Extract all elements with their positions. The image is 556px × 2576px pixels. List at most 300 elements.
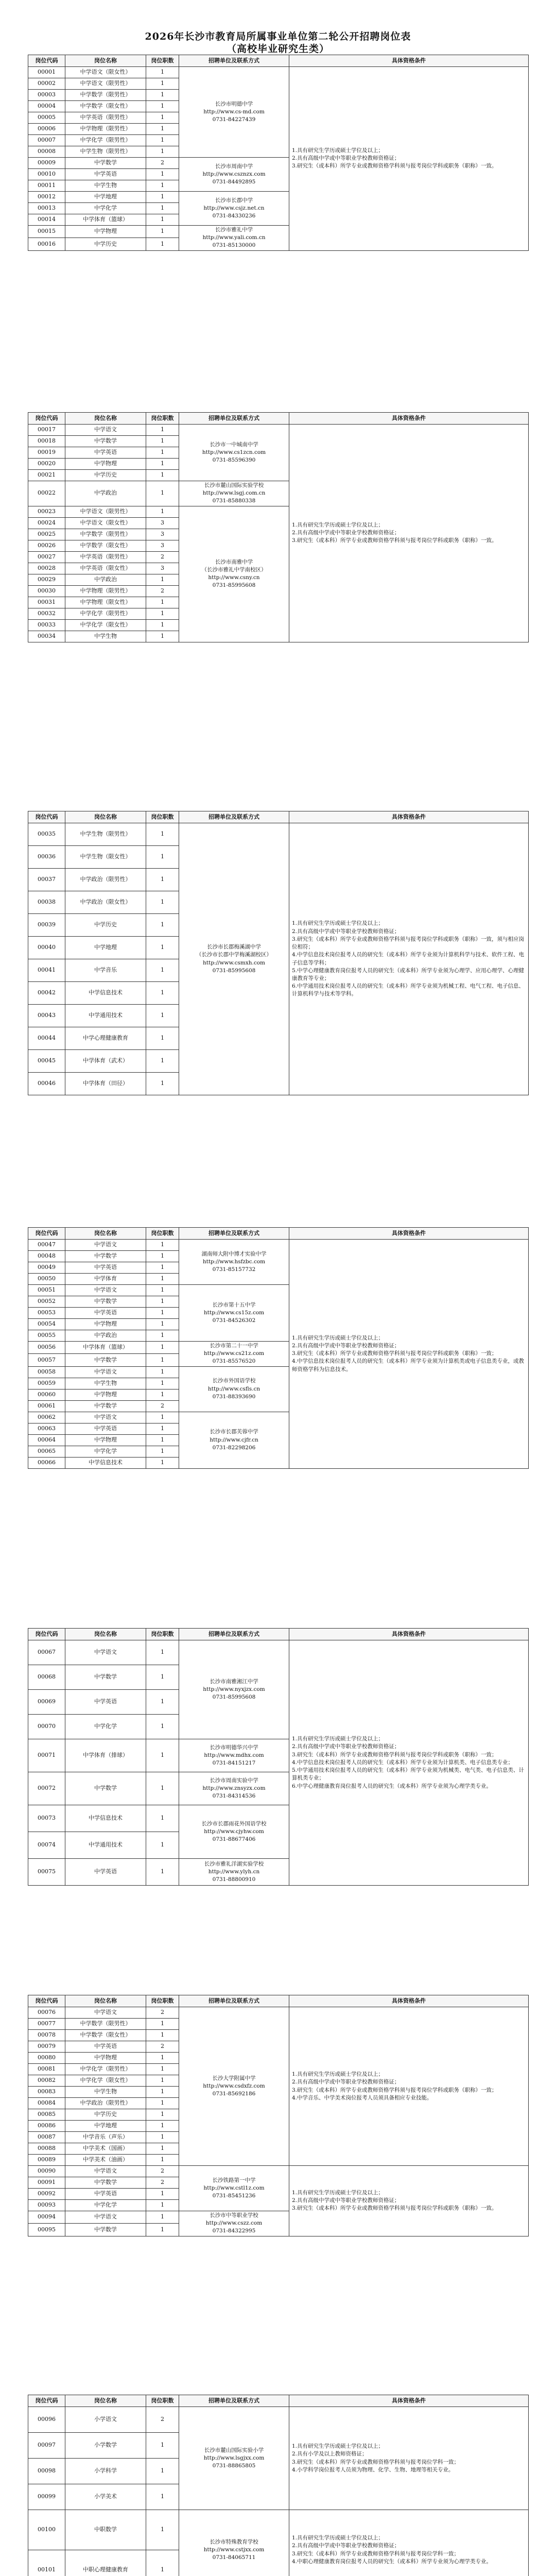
cell-name: 中学物理（限女性） bbox=[65, 597, 146, 608]
table-page-3 bbox=[28, 811, 528, 1095]
table-row bbox=[28, 1240, 529, 1251]
cell-code: 00014 bbox=[28, 214, 65, 226]
cell-code: 00031 bbox=[28, 597, 65, 608]
table-header-row bbox=[28, 1995, 529, 2007]
cell-requirements: 1.具有研究生学历或硕士学位及以上； 2.具有高级中学或中等职业学校教师资格证； 3.研究生（或本科）所学专业或教师资格学科须与报考岗位学科或职务（职称）一致； 4.中学信息技术岗位报考人员的研究生（或本科）所学专业须为计算机类、电子信息类专业； 5.中学通用技术岗位报考人员的研究生（或本科）所学专业须为机械类、电气类、电子信息类、计算机类专业； 6.中学心理健康教育岗位报考人员的研究生（或本科）所学专业须为心理学类专业。 bbox=[289, 1640, 529, 1886]
cell-name: 中职数学 bbox=[65, 2510, 146, 2550]
header-name: 岗位名称 bbox=[65, 1629, 146, 1640]
cell-count: 3 bbox=[146, 517, 179, 529]
cell-name: 中学语文 bbox=[65, 2166, 146, 2177]
cell-count: 2 bbox=[146, 2041, 179, 2053]
cell-count: 1 bbox=[146, 90, 179, 101]
cell-count: 1 bbox=[146, 1050, 179, 1073]
cell-name: 中学生物 bbox=[65, 180, 146, 192]
cell-code: 00095 bbox=[28, 2224, 65, 2236]
positions-table bbox=[28, 2395, 529, 2576]
header-unit: 招聘单位及联系方式 bbox=[179, 413, 289, 425]
table-header-row bbox=[28, 811, 529, 823]
cell-name: 中学数学（限男性） bbox=[65, 529, 146, 540]
cell-code: 00034 bbox=[28, 631, 65, 642]
table-page-2 bbox=[28, 412, 528, 642]
cell-code: 00051 bbox=[28, 1285, 65, 1296]
cell-name: 中学体育（武术） bbox=[65, 1050, 146, 1073]
cell-code: 00045 bbox=[28, 1050, 65, 1073]
cell-code: 00016 bbox=[28, 238, 65, 250]
cell-name: 中学心理健康教育 bbox=[65, 1027, 146, 1050]
cell-name: 中学语文 bbox=[65, 1366, 146, 1378]
cell-code: 00006 bbox=[28, 124, 65, 135]
cell-requirements: 1.具有研究生学历或硕士学位及以上； 2.具有高级中学或中等职业学校教师资格证； 3.研究生（或本科）所学专业或教师资格学科须与报考岗位学科或职务（职称）一致； 4.中学音乐、中学美术岗位报考人员须具备相应专业技能。 bbox=[289, 2007, 529, 2166]
cell-code: 00003 bbox=[28, 90, 65, 101]
cell-count: 1 bbox=[146, 1690, 179, 1715]
cell-name: 中学物理 bbox=[65, 1434, 146, 1446]
cell-unit: 湖南师大附中博才实验中学 http://www.hsfzbc.com 0731-85157732 bbox=[179, 1240, 289, 1285]
cell-name: 中学数学 bbox=[65, 2177, 146, 2189]
cell-name: 中学英语 bbox=[65, 447, 146, 459]
header-unit: 招聘单位及联系方式 bbox=[179, 2395, 289, 2407]
cell-code: 00052 bbox=[28, 1296, 65, 1308]
cell-name: 小学科学 bbox=[65, 2459, 146, 2484]
cell-count: 1 bbox=[146, 1319, 179, 1330]
cell-code: 00018 bbox=[28, 436, 65, 447]
cell-name: 中学音乐（声乐） bbox=[65, 2132, 146, 2143]
cell-name: 中学数学 bbox=[65, 2224, 146, 2236]
cell-name: 中学政治（限男性） bbox=[65, 869, 146, 891]
cell-count: 1 bbox=[146, 1805, 179, 1832]
cell-count: 1 bbox=[146, 2053, 179, 2064]
cell-count: 1 bbox=[146, 1262, 179, 1274]
cell-count: 1 bbox=[146, 2132, 179, 2143]
cell-code: 00035 bbox=[28, 823, 65, 846]
header-count: 岗位职数 bbox=[146, 55, 179, 67]
cell-count: 2 bbox=[146, 2007, 179, 2019]
cell-name: 中学化学（限女性） bbox=[65, 2075, 146, 2087]
table-header-row bbox=[28, 1228, 529, 1240]
cell-code: 00012 bbox=[28, 192, 65, 203]
header-name: 岗位名称 bbox=[65, 1995, 146, 2007]
cell-name: 中学生物 bbox=[65, 631, 146, 642]
cell-name: 中学化学（限男性） bbox=[65, 135, 146, 146]
cell-name: 中学语文 bbox=[65, 2211, 146, 2224]
cell-name: 中学体育（排球） bbox=[65, 1739, 146, 1772]
cell-count: 1 bbox=[146, 982, 179, 1005]
cell-name: 中学音乐 bbox=[65, 959, 146, 982]
cell-code: 00083 bbox=[28, 2087, 65, 2098]
cell-code: 00030 bbox=[28, 585, 65, 597]
cell-count: 1 bbox=[146, 1240, 179, 1251]
cell-count: 1 bbox=[146, 238, 179, 250]
cell-count: 2 bbox=[146, 2177, 179, 2189]
cell-code: 00007 bbox=[28, 135, 65, 146]
table-row bbox=[28, 2007, 529, 2019]
cell-count: 1 bbox=[146, 2211, 179, 2224]
cell-count: 1 bbox=[146, 891, 179, 914]
cell-name: 中学数学（限男性） bbox=[65, 90, 146, 101]
cell-name: 中学数学（限男性） bbox=[65, 2019, 146, 2030]
cell-count: 3 bbox=[146, 563, 179, 574]
cell-code: 00080 bbox=[28, 2053, 65, 2064]
cell-count: 1 bbox=[146, 2189, 179, 2200]
cell-count: 1 bbox=[146, 1640, 179, 1665]
header-name: 岗位名称 bbox=[65, 55, 146, 67]
cell-unit: 长沙市长郡雨花外国语学校 http://www.cjyhw.com 0731-88677406 bbox=[179, 1805, 289, 1859]
cell-count: 1 bbox=[146, 1457, 179, 1468]
cell-unit: 长沙大学附属中学 http://www.csdxfz.com 0731-85692186 bbox=[179, 2007, 289, 2166]
cell-code: 00002 bbox=[28, 78, 65, 90]
cell-count: 1 bbox=[146, 214, 179, 226]
header-requirements: 具体资格条件 bbox=[289, 55, 529, 67]
cell-code: 00057 bbox=[28, 1354, 65, 1366]
cell-name: 中学化学（限女性） bbox=[65, 619, 146, 631]
cell-code: 00101 bbox=[28, 2550, 65, 2576]
cell-name: 中学化学（限男性） bbox=[65, 608, 146, 619]
header-count: 岗位职数 bbox=[146, 1995, 179, 2007]
cell-name: 中学英语 bbox=[65, 1423, 146, 1434]
cell-count: 1 bbox=[146, 1389, 179, 1400]
cell-name: 中学语文 bbox=[65, 2007, 146, 2019]
cell-code: 00047 bbox=[28, 1240, 65, 1251]
cell-name: 中学地理 bbox=[65, 937, 146, 959]
cell-code: 00039 bbox=[28, 914, 65, 937]
cell-name: 中学英语 bbox=[65, 169, 146, 180]
cell-count: 1 bbox=[146, 1005, 179, 1027]
cell-name: 中学数学 bbox=[65, 436, 146, 447]
cell-unit: 长沙市南雅湘江中学 http://www.nyxjzx.com 0731-85995608 bbox=[179, 1640, 289, 1739]
cell-name: 中学生物（限女性） bbox=[65, 846, 146, 869]
cell-name: 中学数学（限女性） bbox=[65, 2030, 146, 2041]
cell-code: 00009 bbox=[28, 158, 65, 169]
cell-code: 00087 bbox=[28, 2132, 65, 2143]
cell-requirements: 1.具有研究生学历或硕士学位及以上； 2.具有高级中学或中等职业学校教师资格证； 3.研究生（或本科）所学专业或教师资格学科须与报考岗位学科一致； 4.中职心理健康教育岗位报考人员的研究生（或本科）所学专业须为心理学类专业。 bbox=[289, 2510, 529, 2576]
cell-unit: 长沙市长郡中学 http://www.csjz.net.cn 0731-84330236 bbox=[179, 192, 289, 226]
table-header-row bbox=[28, 2395, 529, 2407]
cell-name: 中学数学 bbox=[65, 1400, 146, 1412]
cell-code: 00037 bbox=[28, 869, 65, 891]
cell-count: 1 bbox=[146, 597, 179, 608]
cell-name: 中学语文 bbox=[65, 1240, 146, 1251]
header-unit: 招聘单位及联系方式 bbox=[179, 811, 289, 823]
cell-count: 1 bbox=[146, 823, 179, 846]
cell-name: 中学语文（限男性） bbox=[65, 506, 146, 517]
cell-count: 2 bbox=[146, 2407, 179, 2433]
cell-name: 中学政治 bbox=[65, 574, 146, 585]
cell-count: 1 bbox=[146, 1251, 179, 1262]
cell-count: 1 bbox=[146, 67, 179, 78]
cell-name: 中学数学（限女性） bbox=[65, 540, 146, 551]
cell-name: 中学数学 bbox=[65, 1772, 146, 1805]
cell-count: 1 bbox=[146, 2484, 179, 2510]
cell-name: 中学地理 bbox=[65, 192, 146, 203]
cell-code: 00010 bbox=[28, 169, 65, 180]
cell-code: 00069 bbox=[28, 1690, 65, 1715]
cell-name: 中学语文（限女性） bbox=[65, 67, 146, 78]
cell-code: 00071 bbox=[28, 1739, 65, 1772]
header-code: 岗位代码 bbox=[28, 1995, 65, 2007]
cell-name: 中学数学 bbox=[65, 1665, 146, 1690]
cell-name: 中学通用技术 bbox=[65, 1832, 146, 1859]
table-row bbox=[28, 823, 529, 846]
cell-count: 1 bbox=[146, 1832, 179, 1859]
table-page-4 bbox=[28, 1227, 528, 1469]
cell-name: 中学数学 bbox=[65, 1296, 146, 1308]
cell-code: 00027 bbox=[28, 551, 65, 563]
page-subtitle: （高校毕业研究生类） bbox=[226, 43, 329, 55]
cell-count: 1 bbox=[146, 2459, 179, 2484]
cell-name: 中学生物 bbox=[65, 2087, 146, 2098]
cell-code: 00011 bbox=[28, 180, 65, 192]
cell-code: 00004 bbox=[28, 101, 65, 112]
cell-code: 00055 bbox=[28, 1330, 65, 1342]
cell-count: 1 bbox=[146, 180, 179, 192]
cell-unit: 长沙市南雅中学 （长沙市雅礼中学南校区） http://www.csny.cn 0731-85995608 bbox=[179, 506, 289, 642]
cell-name: 中学化学（限男性） bbox=[65, 2064, 146, 2075]
table-page-7 bbox=[28, 2395, 528, 2576]
header-requirements: 具体资格条件 bbox=[289, 413, 529, 425]
cell-name: 小学数学 bbox=[65, 2433, 146, 2459]
cell-name: 中学历史 bbox=[65, 238, 146, 250]
header-count: 岗位职数 bbox=[146, 413, 179, 425]
cell-code: 00054 bbox=[28, 1319, 65, 1330]
cell-code: 00032 bbox=[28, 608, 65, 619]
cell-code: 00063 bbox=[28, 1423, 65, 1434]
cell-count: 1 bbox=[146, 481, 179, 506]
cell-name: 中学物理 bbox=[65, 226, 146, 238]
cell-name: 中学物理（限男性） bbox=[65, 585, 146, 597]
cell-unit: 长沙市明德华兴中学 http://www.mdhx.com 0731-84151217 bbox=[179, 1739, 289, 1772]
cell-count: 1 bbox=[146, 124, 179, 135]
cell-count: 1 bbox=[146, 146, 179, 158]
cell-code: 00062 bbox=[28, 1412, 65, 1423]
cell-code: 00033 bbox=[28, 619, 65, 631]
positions-table bbox=[28, 1995, 529, 2236]
cell-count: 1 bbox=[146, 203, 179, 214]
header-unit: 招聘单位及联系方式 bbox=[179, 1995, 289, 2007]
cell-name: 中学政治 bbox=[65, 1330, 146, 1342]
cell-unit: 长沙市麓山国际实验小学 http://www.lsgjxx.com 0731-88865805 bbox=[179, 2407, 289, 2510]
cell-name: 中学英语 bbox=[65, 2041, 146, 2053]
positions-table bbox=[28, 1227, 529, 1469]
cell-code: 00098 bbox=[28, 2459, 65, 2484]
cell-code: 00070 bbox=[28, 1715, 65, 1739]
cell-name: 中学体育（田径） bbox=[65, 1073, 146, 1095]
cell-requirements: 1.具有研究生学历或硕士学位及以上； 2.具有高级中学或中等职业学校教师资格证； 3.研究生（或本科）所学专业或教师资格学科须与报考岗位学科或职务（职称）一致。 bbox=[289, 425, 529, 642]
cell-name: 中学语文 bbox=[65, 1412, 146, 1423]
table-page-6 bbox=[28, 1995, 528, 2236]
cell-code: 00015 bbox=[28, 226, 65, 238]
cell-code: 00025 bbox=[28, 529, 65, 540]
cell-unit: 长沙市雅礼洋湖实验学校 http://www.ylyh.cn 0731-88800910 bbox=[179, 1859, 289, 1886]
cell-name: 中学数学 bbox=[65, 158, 146, 169]
cell-count: 1 bbox=[146, 2087, 179, 2098]
cell-code: 00022 bbox=[28, 481, 65, 506]
cell-count: 1 bbox=[146, 619, 179, 631]
cell-code: 00058 bbox=[28, 1366, 65, 1378]
cell-unit: 长沙市特殊教育学校 http://www.cstjxx.com 0731-84065711 bbox=[179, 2510, 289, 2576]
header-requirements: 具体资格条件 bbox=[289, 1629, 529, 1640]
cell-count: 1 bbox=[146, 1073, 179, 1095]
header-name: 岗位名称 bbox=[65, 413, 146, 425]
cell-code: 00049 bbox=[28, 1262, 65, 1274]
cell-code: 00088 bbox=[28, 2143, 65, 2155]
cell-requirements: 1.具有研究生学历或硕士学位及以上； 2.具有高级中学或中等职业学校教师资格证； 3.研究生（或本科）所学专业或教师资格学科须与报考岗位学科或职务（职称）一致。 bbox=[289, 2166, 529, 2236]
cell-name: 中学英语 bbox=[65, 1308, 146, 1319]
table-row bbox=[28, 67, 529, 78]
cell-name: 中学英语 bbox=[65, 2189, 146, 2200]
header-count: 岗位职数 bbox=[146, 1629, 179, 1640]
cell-count: 1 bbox=[146, 1366, 179, 1378]
cell-count: 1 bbox=[146, 425, 179, 436]
cell-count: 1 bbox=[146, 1330, 179, 1342]
cell-count: 1 bbox=[146, 1285, 179, 1296]
header-count: 岗位职数 bbox=[146, 2395, 179, 2407]
cell-name: 中学生物 bbox=[65, 1378, 146, 1389]
cell-count: 1 bbox=[146, 937, 179, 959]
cell-unit: 长沙市中等职业学校 http://www.cszz.com 0731-84322995 bbox=[179, 2211, 289, 2236]
cell-name: 中学物理 bbox=[65, 1389, 146, 1400]
cell-name: 中学体育 bbox=[65, 1274, 146, 1285]
cell-name: 中学化学 bbox=[65, 1715, 146, 1739]
cell-name: 中学化学 bbox=[65, 203, 146, 214]
cell-count: 1 bbox=[146, 135, 179, 146]
cell-name: 中学历史 bbox=[65, 470, 146, 481]
cell-name: 中学英语 bbox=[65, 1262, 146, 1274]
cell-code: 00021 bbox=[28, 470, 65, 481]
cell-count: 1 bbox=[146, 1354, 179, 1366]
cell-code: 00068 bbox=[28, 1665, 65, 1690]
cell-name: 中学数学 bbox=[65, 1354, 146, 1366]
cell-count: 1 bbox=[146, 169, 179, 180]
header-code: 岗位代码 bbox=[28, 2395, 65, 2407]
cell-count: 2 bbox=[146, 2166, 179, 2177]
cell-name: 中学政治（限女性） bbox=[65, 891, 146, 914]
cell-code: 00017 bbox=[28, 425, 65, 436]
cell-count: 1 bbox=[146, 2224, 179, 2236]
cell-code: 00097 bbox=[28, 2433, 65, 2459]
header-code: 岗位代码 bbox=[28, 811, 65, 823]
cell-count: 1 bbox=[146, 1423, 179, 1434]
cell-code: 00001 bbox=[28, 67, 65, 78]
cell-count: 1 bbox=[146, 2200, 179, 2211]
cell-name: 中学数学 bbox=[65, 1251, 146, 1262]
cell-requirements: 1.具有研究生学历或硕士学位及以上； 2.具有小学及以上教师资格证； 3.研究生（或本科）所学专业或教师资格学科须与报考岗位学科一致； 4.小学科学岗位报考人员须为物理、化学、生物、地理等相关专业。 bbox=[289, 2407, 529, 2510]
cell-count: 1 bbox=[146, 608, 179, 619]
cell-code: 00067 bbox=[28, 1640, 65, 1665]
cell-count: 1 bbox=[146, 2433, 179, 2459]
table-row bbox=[28, 2166, 529, 2177]
cell-code: 00099 bbox=[28, 2484, 65, 2510]
cell-count: 1 bbox=[146, 1739, 179, 1772]
cell-unit: 长沙市明德中学 http://www.cs-md.com 0731-84227439 bbox=[179, 67, 289, 158]
cell-code: 00023 bbox=[28, 506, 65, 517]
cell-unit: 长沙市周南中学 http://www.csznzx.com 0731-84492895 bbox=[179, 158, 289, 192]
cell-code: 00053 bbox=[28, 1308, 65, 1319]
cell-name: 中学语文（限女性） bbox=[65, 517, 146, 529]
cell-code: 00059 bbox=[28, 1378, 65, 1389]
cell-code: 00096 bbox=[28, 2407, 65, 2433]
table-header-row bbox=[28, 55, 529, 67]
cell-code: 00086 bbox=[28, 2121, 65, 2132]
cell-code: 00090 bbox=[28, 2166, 65, 2177]
cell-count: 3 bbox=[146, 540, 179, 551]
cell-name: 中学数学（限女性） bbox=[65, 101, 146, 112]
cell-code: 00038 bbox=[28, 891, 65, 914]
header-unit: 招聘单位及联系方式 bbox=[179, 1228, 289, 1240]
table-page-5 bbox=[28, 1628, 528, 1886]
cell-code: 00091 bbox=[28, 2177, 65, 2189]
cell-code: 00077 bbox=[28, 2019, 65, 2030]
header-requirements: 具体资格条件 bbox=[289, 1228, 529, 1240]
table-row bbox=[28, 2407, 529, 2433]
cell-count: 1 bbox=[146, 2075, 179, 2087]
cell-code: 00094 bbox=[28, 2211, 65, 2224]
cell-name: 中学信息技术 bbox=[65, 982, 146, 1005]
cell-count: 1 bbox=[146, 1342, 179, 1354]
table-page-1 bbox=[28, 55, 528, 251]
cell-code: 00060 bbox=[28, 1389, 65, 1400]
cell-name: 中学英语（限男性） bbox=[65, 551, 146, 563]
cell-count: 1 bbox=[146, 1027, 179, 1050]
cell-name: 中学英语（限女性） bbox=[65, 563, 146, 574]
cell-name: 中学英语 bbox=[65, 1859, 146, 1886]
cell-name: 中学物理 bbox=[65, 459, 146, 470]
cell-code: 00078 bbox=[28, 2030, 65, 2041]
cell-unit: 长沙市第二十一中学 http://www.cs21z.com 0731-85576520 bbox=[179, 1342, 289, 1367]
cell-code: 00056 bbox=[28, 1342, 65, 1354]
header-code: 岗位代码 bbox=[28, 1228, 65, 1240]
cell-name: 中学物理 bbox=[65, 1319, 146, 1330]
cell-count: 1 bbox=[146, 1308, 179, 1319]
cell-unit: 长沙市雅礼中学 http://www.yali.com.cn 0731-85130000 bbox=[179, 226, 289, 251]
cell-code: 00089 bbox=[28, 2155, 65, 2166]
cell-code: 00050 bbox=[28, 1274, 65, 1285]
cell-name: 中学信息技术 bbox=[65, 1457, 146, 1468]
cell-code: 00005 bbox=[28, 112, 65, 124]
cell-code: 00093 bbox=[28, 2200, 65, 2211]
cell-code: 00042 bbox=[28, 982, 65, 1005]
header-requirements: 具体资格条件 bbox=[289, 1995, 529, 2007]
positions-table bbox=[28, 412, 529, 642]
cell-code: 00044 bbox=[28, 1027, 65, 1050]
cell-count: 1 bbox=[146, 2030, 179, 2041]
cell-count: 1 bbox=[146, 1434, 179, 1446]
cell-name: 中学体育（篮球） bbox=[65, 1342, 146, 1354]
cell-unit: 长沙市周南实验中学 http://www.znsyzx.com 0731-84314536 bbox=[179, 1772, 289, 1805]
cell-count: 1 bbox=[146, 1859, 179, 1886]
header-name: 岗位名称 bbox=[65, 2395, 146, 2407]
cell-unit: 长沙市长郡芙蓉中学 http://www.cjfr.cn 0731-82298206 bbox=[179, 1412, 289, 1468]
cell-count: 1 bbox=[146, 470, 179, 481]
cell-count: 1 bbox=[146, 459, 179, 470]
header-code: 岗位代码 bbox=[28, 55, 65, 67]
table-row bbox=[28, 2510, 529, 2550]
cell-name: 小学语文 bbox=[65, 2407, 146, 2433]
cell-count: 1 bbox=[146, 2098, 179, 2109]
header-code: 岗位代码 bbox=[28, 1629, 65, 1640]
cell-unit: 长沙铁路第一中学 http://www.cstl1z.com 0731-85451236 bbox=[179, 2166, 289, 2211]
cell-code: 00073 bbox=[28, 1805, 65, 1832]
cell-code: 00019 bbox=[28, 447, 65, 459]
cell-unit: 长沙市麓山国际实验学校 http://www.lsgj.com.cn 0731-85880338 bbox=[179, 481, 289, 506]
positions-table bbox=[28, 1628, 529, 1886]
cell-code: 00074 bbox=[28, 1832, 65, 1859]
cell-count: 1 bbox=[146, 2550, 179, 2576]
cell-requirements: 1.具有研究生学历或硕士学位及以上； 2.具有高级中学或中等职业学校教师资格证； 3.研究生（或本科）所学专业或教师资格学科须与报考岗位学科或职务（职称）一致； 4.中学信息技术岗位报考人员的研究生（或本科）所学专业须为计算机类或电子信息类专业，或教师资格学科为信息技术。 bbox=[289, 1240, 529, 1469]
cell-name: 中学语文 bbox=[65, 425, 146, 436]
cell-requirements: 1.具有研究生学历或硕士学位及以上； 2.具有高级中学或中等职业学校教师资格证； 3.研究生（或本科）所学专业或教师资格学科须与报考岗位学科或职务（职称）一致。 bbox=[289, 67, 529, 251]
cell-code: 00008 bbox=[28, 146, 65, 158]
cell-count: 1 bbox=[146, 1296, 179, 1308]
cell-code: 00085 bbox=[28, 2109, 65, 2121]
